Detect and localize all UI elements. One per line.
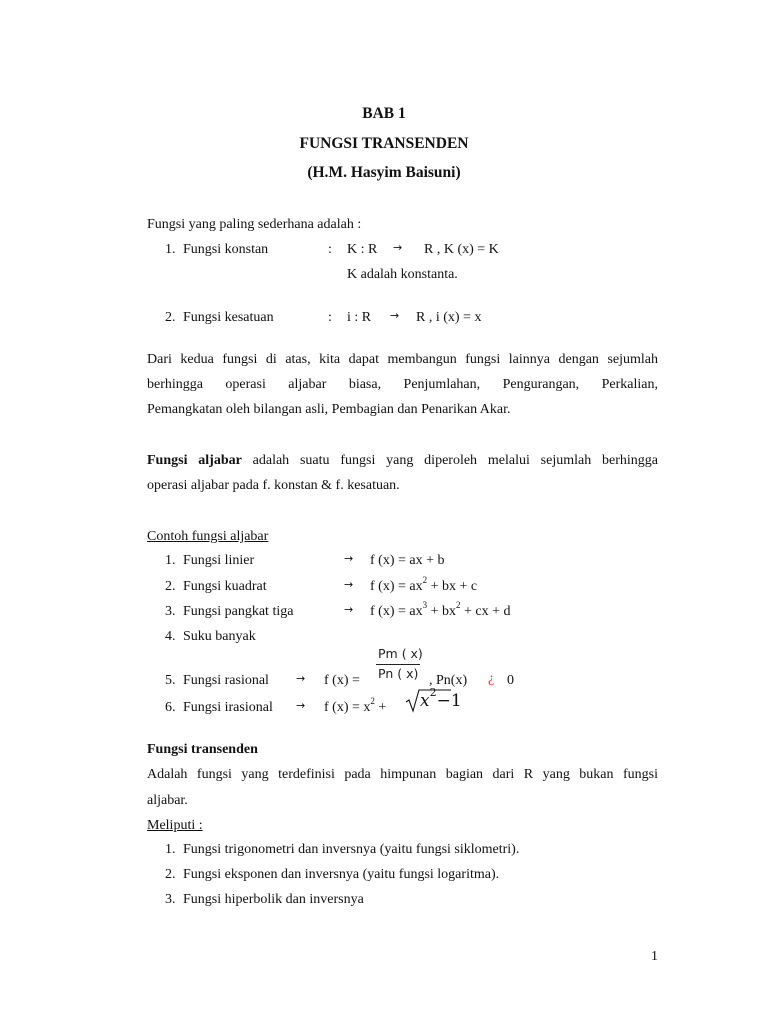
- arrow-icon: →: [344, 578, 354, 591]
- paragraph-line: aljabar.: [147, 793, 188, 808]
- arrow-icon: →: [296, 672, 306, 685]
- arrow-icon: →: [390, 309, 400, 322]
- item-name: Fungsi linier: [183, 553, 255, 568]
- item-number: 6.: [165, 700, 176, 715]
- not-equal-symbol: ¿: [488, 671, 495, 686]
- item-number: 2.: [165, 579, 176, 594]
- formula: f (x) = ax + b: [370, 553, 445, 568]
- intro-text: Fungsi yang paling sederhana adalah :: [147, 217, 362, 232]
- arrow-icon: →: [344, 603, 354, 616]
- fraction-bar: [376, 664, 420, 665]
- item-number: 3.: [165, 604, 176, 619]
- arrow-icon: →: [393, 241, 403, 254]
- formula-condition: , Pn(x): [429, 673, 468, 688]
- item-text: Fungsi trigonometri dan inversnya (yaitu fungsi siklometri).: [183, 842, 520, 857]
- item-number: 1.: [165, 242, 176, 257]
- item-number: 1.: [165, 842, 176, 857]
- paragraph-line: berhingga operasi aljabar biasa, Penjumlahan, Pengurangan, Perkalian,: [147, 377, 658, 392]
- formula-lhs: f $(x) = x^2$ +: [324, 696, 387, 715]
- item-text: Fungsi eksponen dan inversnya (yaitu fungsi logaritma).: [183, 867, 500, 882]
- paragraph-line: Pemangkatan oleh bilangan asli, Pembagian dan Penarikan Akar.: [147, 402, 511, 417]
- item-note: K adalah konstanta.: [347, 267, 458, 282]
- subsection-title: Meliputi :: [147, 818, 203, 833]
- paragraph-line: [147, 454, 658, 468]
- item-number: 4.: [165, 629, 176, 644]
- item-name: Fungsi kuadrat: [183, 579, 267, 594]
- arrow-icon: →: [296, 699, 306, 712]
- formula: f $(x) = ax^2$ + bx + c: [370, 575, 478, 594]
- paragraph-line: Adalah fungsi yang terdefinisi pada himpunan bagian dari R yang bukan fungsi: [147, 767, 658, 782]
- item-name: Fungsi pangkat tiga: [183, 604, 294, 619]
- item-colon: :: [328, 310, 332, 325]
- item-lhs: i : R: [347, 310, 372, 325]
- paragraph-line: operasi aljabar pada f. konstan & f. kesatuan.: [147, 478, 400, 493]
- formula-zero: 0: [507, 673, 514, 688]
- page-title: FUNGSI TRANSENDEN: [299, 135, 469, 152]
- item-name: Fungsi kesatuan: [183, 310, 274, 325]
- section-title: Contoh fungsi aljabar: [147, 529, 269, 544]
- arrow-icon: →: [344, 552, 354, 565]
- radicand: $x^2-1$: [420, 686, 462, 711]
- term-bold: Fungsi aljabar: [147, 453, 242, 468]
- item-text: Fungsi hiperbolik dan inversnya: [183, 892, 364, 907]
- item-number: 3.: [165, 892, 176, 907]
- item-number: 5.: [165, 673, 176, 688]
- formula-lhs: f (x) =: [324, 673, 360, 688]
- item-name: Fungsi konstan: [183, 242, 269, 257]
- item-name: Suku banyak: [183, 629, 256, 644]
- formula: f $(x) = ax^3 + bx^2$ + cx + d: [370, 600, 511, 619]
- item-rhs: R , K (x) = K: [424, 242, 499, 257]
- term-definition: adalah suatu fungsi yang diperoleh melalui sejumlah berhingga: [252, 453, 658, 468]
- section-title: Fungsi transenden: [147, 742, 258, 757]
- item-number: 2.: [165, 867, 176, 882]
- fraction-denominator: Pn ( x): [378, 666, 419, 681]
- author-line: (H.M. Hasyim Baisuni): [307, 164, 461, 181]
- item-name: Fungsi rasional: [183, 673, 269, 688]
- fraction-numerator: Pm ( x): [378, 646, 423, 661]
- paragraph-line: Dari kedua fungsi di atas, kita dapat membangun fungsi lainnya dengan sejumlah: [147, 352, 658, 367]
- item-number: 1.: [165, 553, 176, 568]
- chapter-label: BAB 1: [362, 105, 406, 122]
- item-rhs: R , i (x) = x: [416, 310, 482, 325]
- item-number: 2.: [165, 310, 176, 325]
- item-colon: :: [328, 242, 332, 257]
- item-lhs: K : R: [347, 242, 378, 257]
- page-number: 1: [651, 949, 658, 964]
- item-name: Fungsi irasional: [183, 700, 273, 715]
